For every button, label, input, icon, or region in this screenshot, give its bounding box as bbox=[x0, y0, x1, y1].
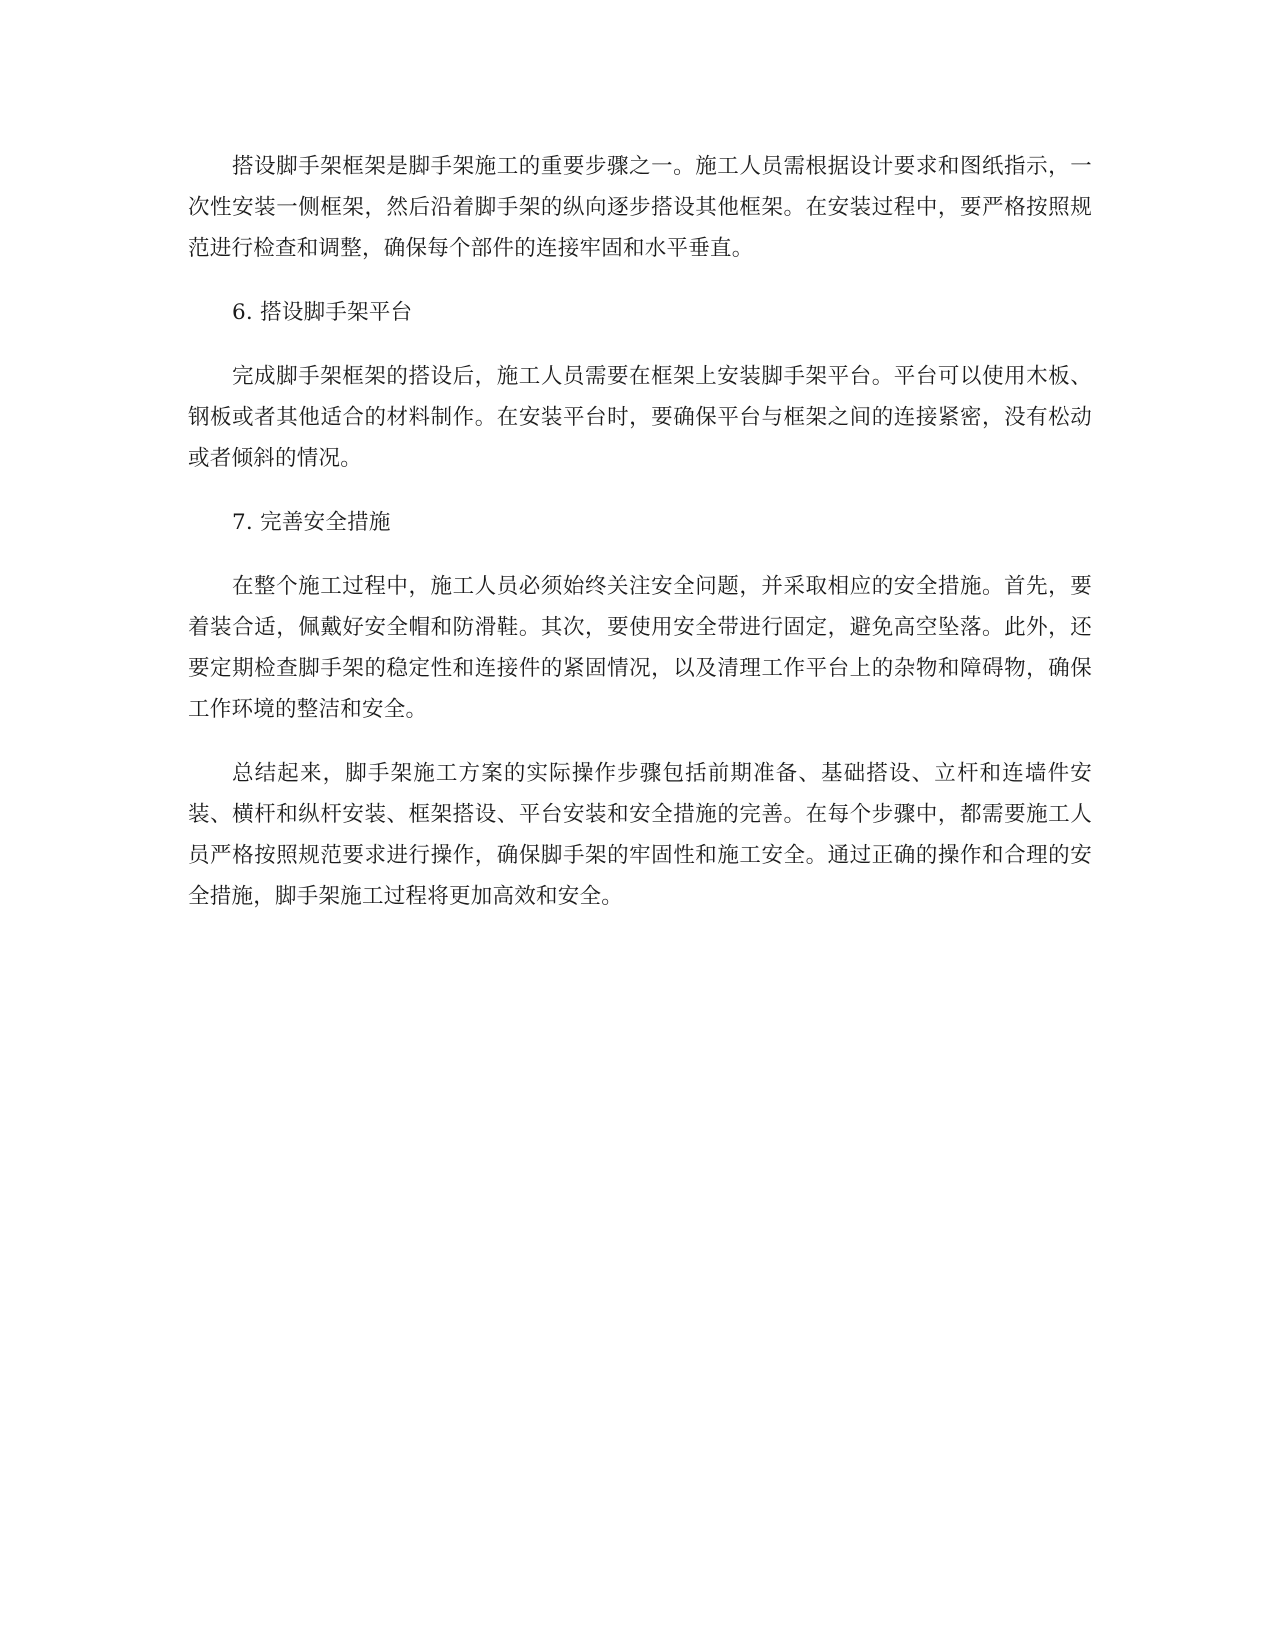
paragraph-platform-installation: 完成脚手架框架的搭设后，施工人员需要在框架上安装脚手架平台。平台可以使用木板、钢板或者其他适合的材料制作。在安装平台时，要确保平台与框架之间的连接紧密，没有松动或者倾斜的情况。 bbox=[188, 364, 1092, 471]
section-heading-platform: 6. 搭设脚手架平台 bbox=[232, 300, 413, 325]
section-heading-safety: 7. 完善安全措施 bbox=[232, 510, 391, 535]
paragraph-safety-measures: 在整个施工过程中，施工人员必须始终关注安全问题，并采取相应的安全措施。首先，要着装合适，佩戴好安全帽和防滑鞋。其次，要使用安全带进行固定，避免高空坠落。此外，还要定期检查脚手架的稳定性和连接件的紧固情况，以及清理工作平台上的杂物和障碍物，确保工作环境的整洁和安全。 bbox=[188, 574, 1092, 722]
paragraph-frame-erection: 搭设脚手架框架是脚手架施工的重要步骤之一。施工人员需根据设计要求和图纸指示，一次性安装一侧框架，然后沿着脚手架的纵向逐步搭设其他框架。在安装过程中，要严格按照规范进行检查和调整，确保每个部件的连接牢固和水平垂直。 bbox=[188, 154, 1092, 261]
paragraph-summary: 总结起来，脚手架施工方案的实际操作步骤包括前期准备、基础搭设、立杆和连墙件安装、横杆和纵杆安装、框架搭设、平台安装和安全措施的完善。在每个步骤中，都需要施工人员严格按照规范要求进行操作，确保脚手架的牢固性和施工安全。通过正确的操作和合理的安全措施，脚手架施工过程将更加高效和安全。 bbox=[188, 761, 1092, 909]
document-body bbox=[188, 146, 1092, 940]
